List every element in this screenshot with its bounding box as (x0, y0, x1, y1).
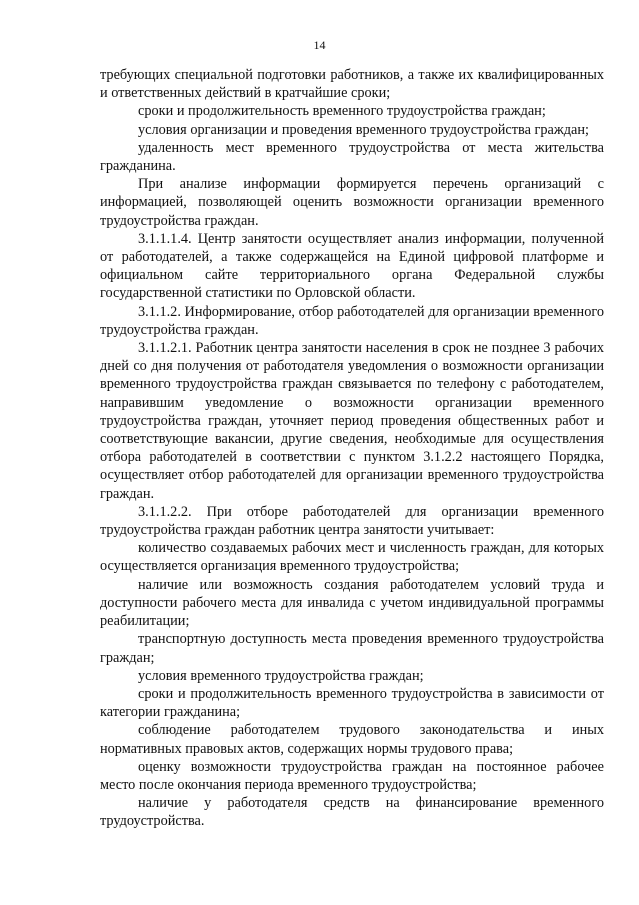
paragraph-3-1-1-2-1: 3.1.1.2.1. Работник центра занятости населения в срок не позднее 3 рабочих дней со дня получения от работодателя уведомления о возможности организации временного трудоустройства граждан связывается по телефону с работодателем, направившим уведомление о возможности организации временного трудоустройства граждан, уточняет период проведения общественных работ и соответствующие вакансии, другие сведения, необходимые для осуществления отбора работодателей в соответствии с пунктом 3.1.2.2 настоящего Порядка, осуществляет отбор работодателей для организации временного трудоустройства граждан. (100, 340, 604, 502)
page-number: 14 (313, 38, 326, 52)
paragraph: сроки и продолжительность временного трудоустройства граждан; (138, 103, 546, 120)
list-item: транспортную доступность места проведения временного трудоустройства граждан; (100, 631, 604, 666)
list-item: условия временного трудоустройства граждан; (138, 667, 424, 684)
list-item: наличие или возможность создания работодателем условий труда и доступности рабочего места для инвалида с учетом индивидуальной программы реабилитации; (100, 576, 604, 630)
paragraph-3-1-1-2-2: 3.1.1.2.2. При отборе работодателей для организации временного трудоустройства граждан работник центра занятости учитывает: (100, 503, 604, 539)
paragraph: При анализе информации формируется перечень организаций с информацией, позволяющей оценить возможности организации временного трудоустройства граждан. (100, 176, 604, 229)
paragraph: удаленность мест временного трудоустройства от места жительства гражданина. (100, 139, 604, 175)
list-item: сроки и продолжительность временного трудоустройства в зависимости от категории гражданина; (100, 685, 604, 721)
list-item: соблюдение работодателем трудового законодательства и иных нормативных правовых актов, содержащих нормы трудового права; (100, 722, 604, 757)
list-item: оценку возможности трудоустройства граждан на постоянное рабочее место после окончания периода временного трудоустройства; (100, 758, 604, 793)
paragraph: требующих специальной подготовки работников, а также их квалифицированных и ответственных действий в кратчайшие сроки; (100, 67, 604, 102)
paragraph: условия организации и проведения временного трудоустройства граждан; (138, 121, 589, 138)
list-item: наличие у работодателя средств на финансирование временного трудоустройства. (100, 795, 604, 830)
document-body (100, 66, 604, 831)
list-item: количество создаваемых рабочих мест и численность граждан, для которых осуществляется организация временного трудоустройства; (100, 540, 604, 575)
paragraph-3-1-1-2: 3.1.1.2. Информирование, отбор работодателей для организации временного трудоустройства граждан. (100, 303, 604, 338)
paragraph-3-1-1-1-4: 3.1.1.1.4. Центр занятости осуществляет анализ информации, полученной от работодателей, а также содержащейся на Единой цифровой платформе и официальном сайте территориального органа Федеральной службы государственной статистики по Орловской области. (100, 230, 604, 302)
